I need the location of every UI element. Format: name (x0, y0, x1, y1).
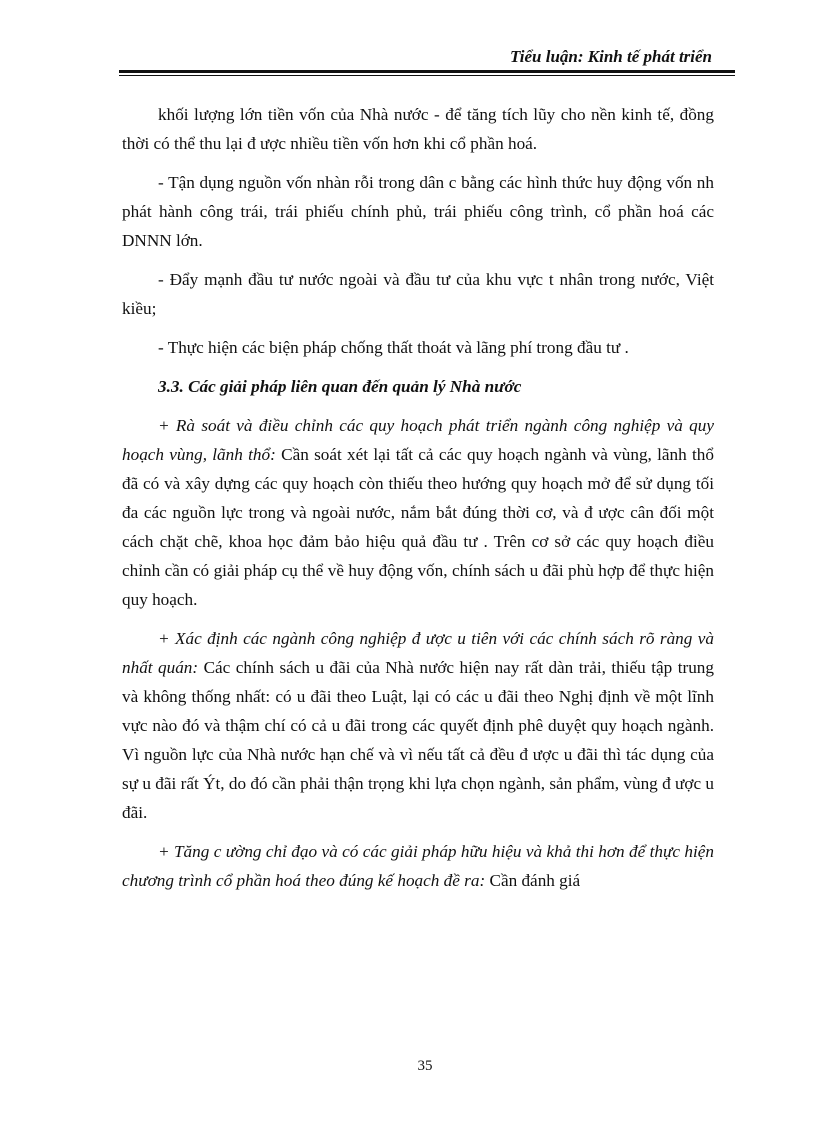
page-number: 35 (417, 1058, 433, 1074)
paragraph-continuation: khối lượng lớn tiền vốn của Nhà nước - để tăng tích lũy cho nền kinh tế, đồng thời có thể thu lại đ ược nhiều tiền vốn hơn khi cổ phần hoá. (122, 105, 714, 153)
paragraph-lead-italic: + Rà soát và điều chỉnh các quy hoạch phát triển ngành công nghiệp và quy hoạch vùng, lãnh thổ: (122, 416, 714, 464)
header-rule-thin (119, 75, 735, 76)
body-text (122, 100, 714, 905)
paragraph-lead-italic: + Tăng c ường chỉ đạo và có các giải pháp hữu hiệu và khả thi hơn để thực hiện chương trình cổ phần hoá theo đúng kế hoạch đề ra: (122, 842, 714, 890)
paragraph-body: Cần soát xét lại tất cả các quy hoạch ngành và vùng, lãnh thổ đã có và xây dựng các quy hoạch còn thiếu theo hướng quy hoạch mở để sử dụng tối đa các nguồn lực trong và ngoài nước, nắm bắt đúng thời cơ, và đ ược cân đối một cách chặt chẽ, khoa học đảm bảo hiệu quả đầu tư . Trên cơ sở các quy hoạch điều chỉnh cần có giải pháp cụ thể về huy động vốn, chính sách u đãi phù hợp để thực hiện quy hoạch. (122, 445, 714, 609)
paragraph-capital-mobilization: - Tận dụng nguồn vốn nhàn rỗi trong dân c bằng các hình thức huy động vốn nh phát hành công trái, trái phiếu chính phủ, trái phiếu công trình, cổ phần hoá các DNNN lớn. (122, 173, 714, 250)
header-rule-thick (119, 70, 735, 73)
section-heading: 3.3. Các giải pháp liên quan đến quản lý Nhà nước (158, 377, 522, 396)
paragraph-body: Cần đánh giá (485, 871, 581, 890)
running-header-title: Tiểu luận: Kinh tế phát triển (510, 47, 712, 66)
paragraph-investment-promotion: - Đẩy mạnh đầu tư nước ngoài và đầu tư của khu vực t nhân trong nước, Việt kiều; (122, 270, 714, 318)
paragraph-anti-waste: - Thực hiện các biện pháp chống thất thoát và lãng phí trong đầu tư . (158, 338, 629, 357)
paragraph-planning-review (122, 411, 714, 614)
paragraph-lead-italic: + Xác định các ngành công nghiệp đ ược u tiên với các chính sách rõ ràng và nhất quán: (122, 629, 714, 677)
paragraph-equitization (122, 837, 714, 895)
paragraph-body: Các chính sách u đãi của Nhà nước hiện nay rất dàn trải, thiếu tập trung và không thống nhất: có u đãi theo Luật, lại có các u đãi theo Nghị định về một lĩnh vực nào đó và thậm chí có cả u đãi trong các quyết định phê duyệt quy hoạch ngành. Vì nguồn lực của Nhà nước hạn chế và vì nếu tất cả đều đ ược u đãi thì tác dụng của sự u đãi rất Ýt, do đó cần phải thận trọng khi lựa chọn ngành, sản phẩm, vùng đ ược u đãi. (122, 658, 714, 822)
paragraph-priority-industries (122, 624, 714, 827)
